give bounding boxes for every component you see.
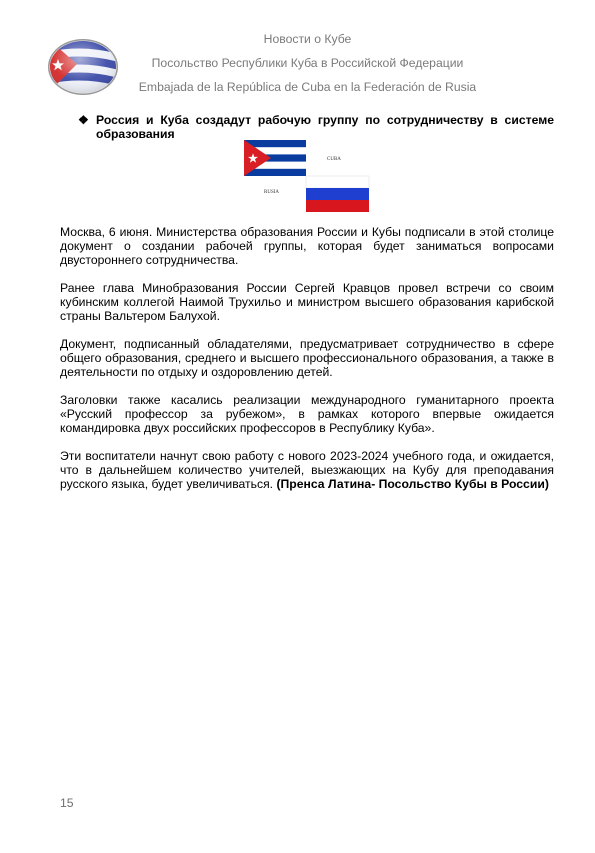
header-title: Новости о Кубе: [263, 32, 352, 46]
headline-text: Россия и Куба создадут рабочую группу по сотрудничеству в системе образования: [96, 113, 554, 141]
article-paragraph: Заголовки также касались реализации международного гуманитарного проекта «Русский профессор за рубежом», в рамках которого впервые ожидается командировка двух российских профессоров в Республику Куба».: [60, 393, 554, 435]
russia-flag-icon: [306, 176, 369, 212]
article-paragraph-last: [60, 449, 554, 491]
header-embassy-es: Embajada de la República de Cuba en la Federación de Rusia: [138, 80, 477, 94]
page-header: [120, 30, 495, 102]
page-number: 15: [60, 796, 74, 810]
article-headline: [78, 113, 554, 141]
article-body: [60, 225, 554, 505]
flags-image: [244, 140, 374, 213]
article-paragraph-text: Эти воспитатели начнут свою работу с нового 2023-2024 учебного года, и ожидается, что в дальнейшем количество учителей, выезжающих на Кубу для преподавания русского языка, будет увеличиваться.: [60, 449, 554, 491]
cuba-label: CUBA: [327, 157, 341, 162]
header-embassy-ru: Посольство Республики Куба в Российской Федерации: [151, 56, 464, 70]
article-source: (Пренса Латина- Посольство Кубы в России): [276, 477, 549, 491]
cuban-flag-oval-logo-icon: [47, 38, 119, 96]
russia-label: RUSIA: [264, 190, 280, 195]
article-paragraph: Ранее глава Минобразования России Сергей Кравцов провел встречи со своим кубинским коллегой Наимой Трухильо и министром высшего образования карибской страны Вальтером Балухой.: [60, 281, 554, 323]
article-paragraph: Документ, подписанный обладателями, предусматривает сотрудничество в сфере общего образования, среднего и высшего профессионального образования, а также в деятельности по отдыху и оздоровлению детей.: [60, 337, 554, 379]
diamond-bullet-icon: ❖: [78, 113, 89, 127]
article-paragraph: Москва, 6 июня. Министерства образования России и Кубы подписали в этой столице документ о создании рабочей группы, которая будет заниматься вопросами двустороннего сотрудничества.: [60, 225, 554, 267]
cuba-flag-icon: [244, 140, 306, 176]
